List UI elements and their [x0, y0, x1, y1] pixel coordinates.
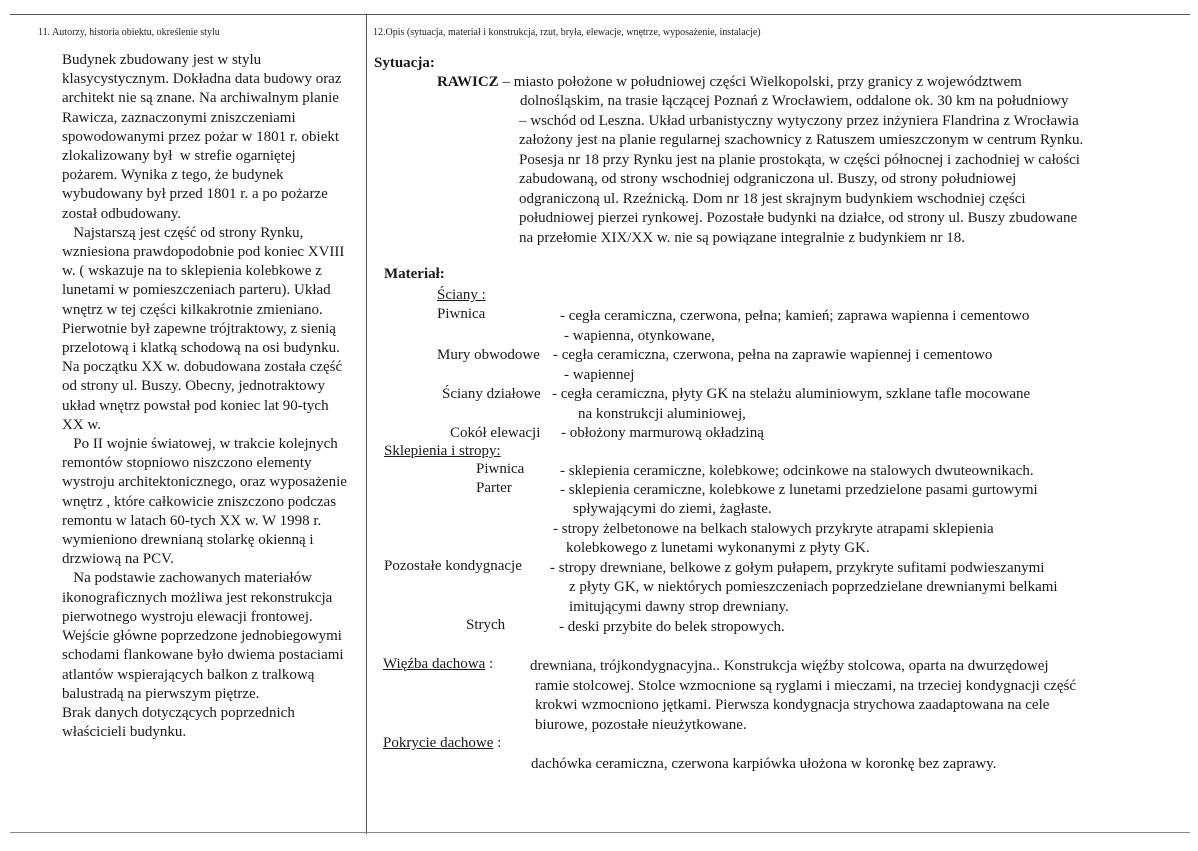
- situation-line: na przełomie XIX/XX w. nie są powiązane integralnie z budynkiem nr 18.: [519, 229, 965, 246]
- walls-partition-label: Ściany działowe: [442, 386, 541, 402]
- vaults-other-text-1: - stropy drewniane, belkowe z gołym pułapem, przykryte sufitami podwieszanymi: [550, 560, 1045, 576]
- roof-truss-text-4: biurowe, pozostałe nieużytkowane.: [535, 717, 747, 733]
- walls-cellar-text-2: - wapienna, otynkowane,: [564, 328, 715, 344]
- history-line: Rawicza, zaznaczonymi zniszczeniami: [62, 109, 296, 126]
- roof-truss-label: [383, 655, 493, 674]
- history-line: Wejście główne poprzedzone jednobiegowymi: [62, 628, 342, 645]
- walls-partition-text-2: na konstrukcji aluminiowej,: [578, 406, 746, 422]
- history-text: [62, 51, 362, 742]
- history-line: XX w.: [62, 416, 102, 433]
- situation-line: – wschód od Leszna. Układ urbanistyczny wytyczony przez inżyniera Flandrina z Wrocławia: [519, 112, 1079, 129]
- walls-partition-text-1: - cegła ceramiczna, płyty GK na stelażu aluminiowym, szklane tafle mocowane: [552, 386, 1031, 402]
- vaults-heading: Sklepienia i stropy:: [384, 443, 501, 459]
- top-rule: [10, 14, 1190, 15]
- history-line: wybudowany był przed 1801 r. a po pożarze: [62, 186, 328, 203]
- history-line: spowodowanymi przez pożar w 1801 r. obiekt: [62, 128, 340, 145]
- history-line: wymieniono drewnianą stolarkę okienną i: [62, 532, 314, 549]
- history-line: ikonograficznych możliwa jest rekonstrukcja: [62, 589, 333, 606]
- history-line: od strony ul. Buszy. Obecny, jednotraktowy: [62, 378, 326, 395]
- situation-heading: Sytuacja:: [374, 55, 435, 71]
- history-line: architekt nie są znane. Na archiwalnym planie: [62, 90, 339, 107]
- walls-heading: Ściany :: [437, 287, 486, 303]
- history-line: w. ( wskazuje na to sklepienia kolebkowe z: [62, 263, 322, 280]
- vaults-attic-label: Strych: [466, 617, 506, 633]
- history-line: Budynek zbudowany jest w stylu: [62, 52, 262, 68]
- situation-line: zabudowaną, od strony wschodniej odgraniczona ul. Buszy, od strony południowej: [519, 171, 1017, 187]
- history-line: Brak danych dotyczących poprzednich: [62, 704, 295, 721]
- history-line: remontu w latach 60-tych XX w. W 1998 r.: [62, 512, 322, 529]
- city-name: RAWICZ: [437, 74, 499, 90]
- vaults-other-text-2: z płyty GK, w niektórych pomieszczeniach poprzedzielane drewnianymi belkami: [569, 579, 1058, 595]
- plinth-text: - obłożony marmurową okładziną: [561, 425, 764, 441]
- walls-outer-text-1: - cegła ceramiczna, czerwona, pełna na zaprawie wapiennej i cementowo: [553, 347, 993, 363]
- roof-truss-text-3: krokwi wzmocniono jętkami. Pierwsza kondygnacja strychowa zaadaptowana na cele: [535, 697, 1050, 713]
- vaults-ground-label: Parter: [476, 480, 512, 496]
- roof-covering-label-text: Pokrycie dachowe: [383, 735, 494, 751]
- history-line: zlokalizowany był w strefie ogarniętej: [62, 148, 296, 165]
- situation-intro: – miasto położone w południowej części Wielkopolski, przy granicy z województwem: [498, 74, 1022, 90]
- roof-covering-text: dachówka ceramiczna, czerwona karpiówka ułożona w koronkę bez zaprawy.: [531, 756, 997, 772]
- plinth-label: Cokół elewacji: [450, 425, 541, 441]
- situation-line: założony jest na planie regularnej szachownicy z Ratuszem umieszczonym w centrum Rynku.: [519, 132, 1084, 148]
- roof-truss-text-2: ramie stolcowej. Stolce wzmocnione są ryglami i mieczami, na trzeciej kondygnacji część: [535, 678, 1077, 694]
- walls-cellar-label: Piwnica: [437, 306, 486, 322]
- history-line: drzwiową na PCV.: [62, 551, 174, 568]
- vaults-ground-text-4: kolebkowego z lunetami wykonanymi z płyty GK.: [566, 540, 870, 556]
- section-11-header: 11. Autorzy, historia obiektu, określenie stylu: [38, 27, 220, 38]
- history-line: lunetami w pomieszczeniach parteru). Układ: [62, 282, 331, 299]
- vaults-cellar-text: - sklepienia ceramiczne, kolebkowe; odcinkowe na stalowych dwuteownikach.: [560, 463, 1034, 479]
- walls-outer-text-2: - wapiennej: [564, 367, 635, 383]
- history-line: Najstarszą jest część od strony Rynku,: [62, 224, 304, 241]
- column-divider: [366, 14, 367, 834]
- history-line: wystroju architektonicznego, oraz wyposażenie: [62, 474, 347, 491]
- history-line: klasycystycznym. Dokładna data budowy oraz: [62, 71, 342, 88]
- roof-covering-label: [383, 734, 501, 753]
- situation-first-line: [437, 73, 1022, 92]
- history-line: pożarem. Wynika z tego, że budynek: [62, 167, 284, 184]
- vaults-ground-text-1: - sklepienia ceramiczne, kolebkowe z lunetami przedzielone pasami gurtowymi: [560, 482, 1038, 498]
- history-line: przelotową i klatką schodową na osi budynku.: [62, 340, 340, 357]
- vaults-attic-text: - deski przybite do belek stropowych.: [559, 619, 785, 635]
- vaults-other-label: Pozostałe kondygnacje: [384, 558, 522, 574]
- history-line: remontów stopniowo niszczono elementy: [62, 455, 312, 472]
- history-line: atlantów wspierających balkon z tralkową: [62, 666, 315, 683]
- situation-line: odgraniczoną ul. Rzeźnicką. Dom nr 18 jest skrajnym budynkiem wschodniej części: [519, 190, 1026, 207]
- roof-covering-colon: :: [493, 735, 502, 751]
- history-line: wzniesiona prawdopodobnie pod koniec XVIII: [62, 244, 345, 261]
- history-line: schodami flankowane było dwiema postaciami: [62, 647, 344, 664]
- roof-truss-colon: :: [485, 656, 494, 672]
- history-line: Pierwotnie był zapewne trójtraktowy, z sienią: [62, 320, 336, 337]
- section-12-header: 12.Opis (sytuacja, materiał i konstrukcja, rzut, bryła, elewacje, wnętrze, wyposażenie, instalacje): [373, 27, 761, 38]
- roof-truss-label-text: Więźba dachowa: [383, 656, 486, 672]
- vaults-ground-text-3: - stropy żelbetonowe na belkach stalowych przykryte atrapami sklepienia: [553, 521, 994, 537]
- history-line: układ wnętrz powstał pod koniec lat 90-tych: [62, 397, 329, 414]
- history-line: Po II wojnie światowej, w trakcie kolejnych: [62, 436, 338, 453]
- vaults-cellar-label: Piwnica: [476, 461, 525, 477]
- history-line: wnętrz , które całkowicie zniszczono podczas: [62, 493, 337, 510]
- history-line: Na podstawie zachowanych materiałów: [62, 570, 312, 587]
- history-line: właścicieli budynku.: [62, 724, 187, 741]
- vaults-ground-text-2: spływającymi do ziemi, żagłaste.: [573, 501, 772, 517]
- walls-cellar-text-1: - cegła ceramiczna, czerwona, pełna; kamień; zaprawa wapienna i cementowo: [560, 308, 1030, 324]
- situation-line: dolnośląskim, na trasie łączącej Poznań z Wrocławiem, oddalone ok. 30 km na południowy: [520, 93, 1069, 109]
- history-line: balustradą na pierwszym piętrze.: [62, 685, 260, 702]
- history-line: został odbudowany.: [62, 205, 182, 222]
- walls-outer-label: Mury obwodowe: [437, 347, 540, 363]
- roof-truss-text-1: drewniana, trójkondygnacyjna.. Konstrukcja więźby stolcowa, oparta na dwurzędowej: [530, 658, 1049, 674]
- history-line: pierwotnego wystroju elewacji frontowej.: [62, 608, 313, 625]
- vaults-other-text-3: imitującymi dawny strop drewniany.: [569, 599, 789, 615]
- situation-line: południowej pierzei rynkowej. Pozostałe budynki na działce, od strony ul. Buszy zbudowane: [519, 210, 1078, 226]
- situation-line: Posesja nr 18 przy Rynku jest na planie prostokąta, w części północnej i zachodniej w całości: [519, 151, 1080, 168]
- material-heading: Materiał:: [384, 266, 445, 282]
- history-line: wnętrz w tej części kilkakrotnie zmieniano.: [62, 301, 323, 318]
- history-line: Na początku XX w. dobudowana została część: [62, 359, 343, 376]
- bottom-rule: [10, 832, 1190, 833]
